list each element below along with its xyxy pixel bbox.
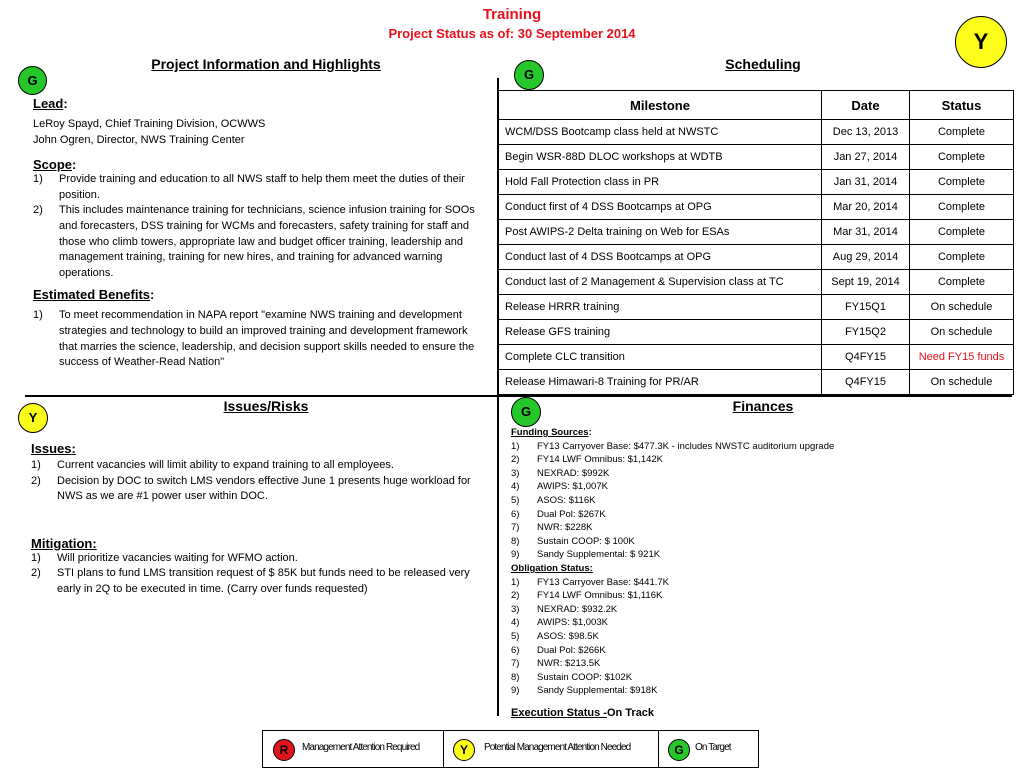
issues-list xyxy=(31,458,491,505)
table-row xyxy=(499,370,1014,395)
funding-heading: Funding Sources: xyxy=(511,427,592,438)
list-item: 7) NWR: $213.5K xyxy=(511,658,601,670)
list-item: 3) NEXRAD: $992K xyxy=(511,467,610,479)
column-header-milestone: Milestone xyxy=(499,91,822,120)
list-item: 9) Sandy Supplemental: $ 921K xyxy=(511,549,661,561)
list-item: 1) Will prioritize vacancies waiting for WFMO action. xyxy=(31,551,298,564)
issues-label: Issues: xyxy=(31,441,76,456)
cell-milestone: WCM/DSS Bootcamp class held at NWSTC xyxy=(499,120,822,145)
mitigation-label: Mitigation: xyxy=(31,535,97,551)
cell-milestone: Release Himawari-8 Training for PR/AR xyxy=(499,370,822,395)
table-row xyxy=(499,245,1014,270)
cell-milestone: Conduct last of 4 DSS Bootcamps at OPG xyxy=(499,245,822,270)
finances-heading: Finances xyxy=(732,398,794,414)
finances-status-badge: G xyxy=(511,397,541,427)
issues-body xyxy=(31,441,491,598)
schedule-table xyxy=(498,90,1014,395)
list-item: 3) NEXRAD: $932.2K xyxy=(511,603,618,615)
cell-date: Mar 20, 2014 xyxy=(822,195,910,220)
cell-date: Jan 31, 2014 xyxy=(822,170,910,195)
cell-date: Q4FY15 xyxy=(822,370,910,395)
cell-milestone: Release GFS training xyxy=(499,320,822,345)
table-row xyxy=(499,120,1014,145)
table-header-row xyxy=(499,91,1014,120)
cell-date: FY15Q2 xyxy=(822,320,910,345)
table-row xyxy=(499,145,1014,170)
cell-status: On schedule xyxy=(910,320,1014,345)
status-legend xyxy=(262,730,759,768)
list-item: 8) Sustain COOP: $102K xyxy=(511,671,633,683)
list-item: 5) ASOS: $98.5K xyxy=(511,630,599,642)
table-row xyxy=(499,170,1014,195)
column-header-date: Date xyxy=(822,91,910,120)
cell-status: Complete xyxy=(910,195,1014,220)
legend-red-badge: R xyxy=(273,739,295,761)
cell-status: Complete xyxy=(910,170,1014,195)
list-item: 2) STI plans to fund LMS transition request of $ 85K but funds need to be released very early in 2Q to be executed in time. (Carry over funds requested) xyxy=(31,567,470,595)
legend-yellow-label: Potential Management Attention Needed xyxy=(484,742,631,753)
project-info-status-badge: G xyxy=(18,66,47,95)
cell-milestone: Begin WSR-88D DLOC workshops at WDTB xyxy=(499,145,822,170)
list-item: 2) FY14 LWF Omnibus: $1,142K xyxy=(511,454,664,466)
scope-heading: Scope: xyxy=(33,157,77,173)
issues-heading: Issues/Risks xyxy=(223,398,309,414)
lead-names xyxy=(33,117,485,148)
obligation-list xyxy=(511,576,1011,698)
legend-item-green xyxy=(658,731,757,767)
cell-status: Complete xyxy=(910,120,1014,145)
list-item: 5) ASOS: $116K xyxy=(511,494,596,506)
table-row xyxy=(499,220,1014,245)
list-item: 2) This includes maintenance training for technicians, science infusion training for SOOs and forecasters, DSS training for WCMs and forecasters, safety training for staff and those who climb towers, appropriate law and budget officer training, leadership and management training, training for new hires, and training for advanced warning operations. xyxy=(33,204,475,279)
table-row xyxy=(499,195,1014,220)
table-row xyxy=(499,345,1014,370)
list-item: 1) FY13 Carryover Base: $477.3K - includes NWSTC auditorium upgrade xyxy=(511,440,835,452)
benefits-list xyxy=(0,308,485,370)
table-row xyxy=(499,270,1014,295)
cell-status: Complete xyxy=(910,245,1014,270)
list-item: 2) Decision by DOC to switch LMS vendors effective June 1 presents huge workload for NWS as we are #1 power user within DOC. xyxy=(31,474,471,503)
table-row xyxy=(499,295,1014,320)
project-info-body xyxy=(33,96,485,371)
cell-milestone: Hold Fall Protection class in PR xyxy=(499,170,822,195)
cell-status: Complete xyxy=(910,220,1014,245)
cell-milestone: Conduct first of 4 DSS Bootcamps at OPG xyxy=(499,195,822,220)
list-item: 1) Current vacancies will limit ability to expand training to all employees. xyxy=(31,459,394,471)
legend-yellow-badge: Y xyxy=(453,739,475,761)
cell-milestone: Post AWIPS-2 Delta training on Web for ESAs xyxy=(499,220,822,245)
page-title: Training xyxy=(482,6,542,23)
scheduling-heading: Scheduling xyxy=(725,56,801,72)
legend-red-label: Management Attention Required xyxy=(302,742,420,753)
execution-status: Execution Status -On Track xyxy=(511,706,655,719)
cell-date: Dec 13, 2013 xyxy=(822,120,910,145)
list-item: 1) Provide training and education to all NWS staff to help them meet the duties of their position. xyxy=(33,173,465,201)
legend-green-label: On Target xyxy=(695,742,731,753)
scope-list xyxy=(0,172,485,281)
list-item: 4) AWIPS: $1,003K xyxy=(511,617,608,629)
lead-heading: Lead: xyxy=(33,96,68,111)
cell-status: Complete xyxy=(910,270,1014,295)
overall-status-badge: Y xyxy=(955,16,1007,68)
cell-date: FY15Q1 xyxy=(822,295,910,320)
list-item: 4) AWIPS: $1,007K xyxy=(511,481,608,493)
cell-milestone: Release HRRR training xyxy=(499,295,822,320)
legend-green-badge: G xyxy=(668,739,690,761)
list-item: 6) Dual Pol: $267K xyxy=(511,508,606,520)
cell-status: Complete xyxy=(910,145,1014,170)
list-item: 1) To meet recommendation in NAPA report "examine NWS training and development strategies and technology to build an improved training and development framework that marries the science, leadership, and decision support skills needed to ensure the success of Weather-Read Nation" xyxy=(33,309,475,369)
cell-status: On schedule xyxy=(910,370,1014,395)
legend-item-yellow xyxy=(443,731,659,767)
cell-status: On schedule xyxy=(910,295,1014,320)
cell-milestone: Conduct last of 2 Management & Supervision class at TC xyxy=(499,270,822,295)
list-item: 8) Sustain COOP: $ 100K xyxy=(511,535,635,547)
horizontal-divider xyxy=(25,395,1012,397)
benefits-heading: Estimated Benefits: xyxy=(33,287,155,303)
issues-status-badge: Y xyxy=(18,403,48,433)
project-info-heading: Project Information and Highlights xyxy=(151,56,381,72)
page-subtitle: Project Status as of: 30 September 2014 xyxy=(388,26,636,41)
cell-date: Aug 29, 2014 xyxy=(822,245,910,270)
cell-date: Sept 19, 2014 xyxy=(822,270,910,295)
funding-list xyxy=(511,440,1011,562)
cell-date: Q4FY15 xyxy=(822,345,910,370)
column-header-status: Status xyxy=(910,91,1014,120)
list-item: 6) Dual Pol: $266K xyxy=(511,644,606,656)
list-item: 7) NWR: $228K xyxy=(511,522,593,534)
legend-item-red xyxy=(263,731,444,767)
cell-milestone: Complete CLC transition xyxy=(499,345,822,370)
mitigation-list xyxy=(31,551,491,598)
obligation-heading: Obligation Status: xyxy=(511,562,593,574)
cell-date: Mar 31, 2014 xyxy=(822,220,910,245)
cell-status: Need FY15 funds xyxy=(910,345,1014,370)
list-item: 1) FY13 Carryover Base: $441.7K xyxy=(511,576,670,588)
cell-date: Jan 27, 2014 xyxy=(822,145,910,170)
finances-body xyxy=(511,426,1011,720)
list-item: 9) Sandy Supplemental: $918K xyxy=(511,685,658,697)
list-item: 2) FY14 LWF Omnibus: $1,116K xyxy=(511,590,663,602)
lead-line: LeRoy Spayd, Chief Training Division, OCWWS xyxy=(33,118,266,130)
scheduling-status-badge: G xyxy=(514,60,544,90)
table-row xyxy=(499,320,1014,345)
lead-line: John Ogren, Director, NWS Training Center xyxy=(33,133,245,146)
